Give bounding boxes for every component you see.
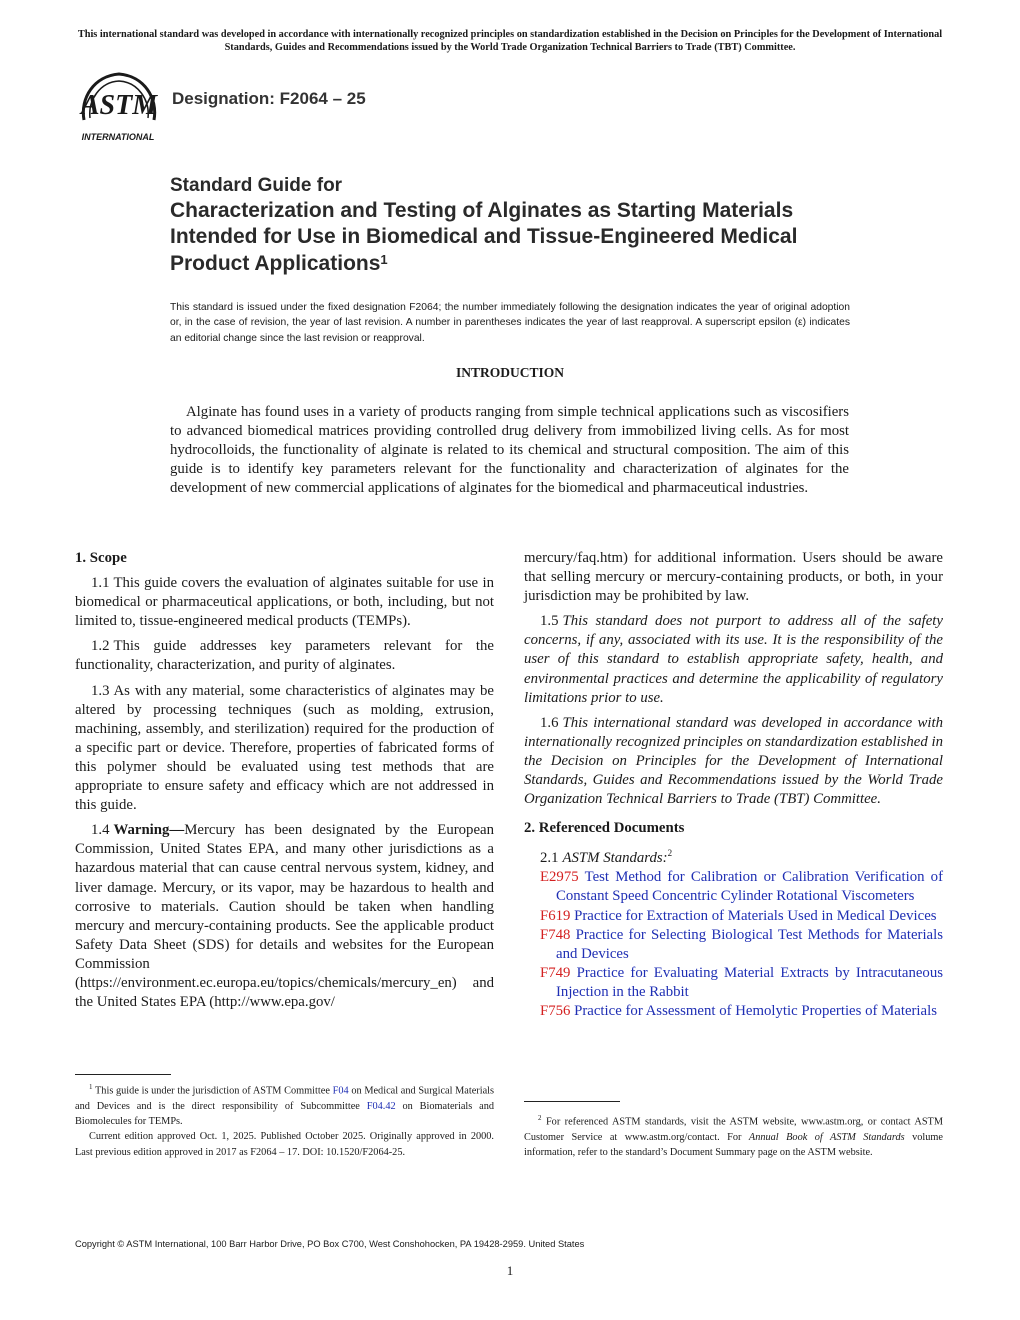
title-block bbox=[170, 174, 870, 277]
scope-para-1-6 bbox=[524, 714, 943, 809]
para-text: This guide addresses key parameters relevant for the functionality, characterization, and purity of alginates. bbox=[75, 638, 494, 674]
footnote-mark: 2 bbox=[667, 848, 673, 859]
reference-code-link[interactable]: F748 bbox=[540, 926, 571, 943]
footnote-mark: 2 bbox=[538, 1114, 542, 1122]
reference-code-link[interactable]: F619 bbox=[540, 907, 571, 924]
footnote-text: on Biomaterials and Biomolecules for TEMPs. bbox=[75, 1100, 495, 1128]
astm-logo bbox=[74, 68, 164, 146]
footnote-1 bbox=[75, 1080, 494, 1160]
footnote-text: volume information, refer to the standard’s Document Summary page on the ASTM website. bbox=[524, 1131, 943, 1159]
para-text: This standard does not purport to address all of the safety concerns, if any, associated with its use. It is the responsibility of the user of this standard to establish appropriate safety, health, and environmental practices and determine the applicability of regulatory limitations prior to use. bbox=[524, 613, 943, 706]
reference-item[interactable] bbox=[524, 1002, 943, 1021]
right-column bbox=[524, 549, 943, 1021]
astm-logo-icon bbox=[74, 68, 164, 146]
scope-para-1-3 bbox=[75, 682, 494, 816]
committee-f04-link[interactable]: F04 bbox=[332, 1085, 349, 1097]
para-number: 1.6 bbox=[540, 714, 559, 731]
page-number: 1 bbox=[506, 1263, 514, 1278]
footnote-text: on Medical and Surgical Materials and Devices and is the direct responsibility of Subcommittee bbox=[75, 1085, 495, 1112]
footnote-1-edition: Current edition approved Oct. 1, 2025. Published October 2025. Originally approved in 2000. Last previous edition approved in 2017 as F2064 – 17. DOI: 10.1520/F2064-25. bbox=[75, 1131, 494, 1158]
footnote-text: This guide is under the jurisdiction of ASTM Committee bbox=[95, 1085, 330, 1097]
footnote-divider bbox=[524, 1101, 620, 1102]
astm-standards-label: ASTM Standards: bbox=[562, 850, 668, 867]
reference-item[interactable] bbox=[524, 868, 943, 906]
introduction-text: Alginate has found uses in a variety of products ranging from simple technical applications such as viscosifiers to advanced biomedical matrices providing controlled drug delivery from immobilized living cells. As for most hydrocolloids, the functionality of alginate is related to its chemical and structural composition. The aim of this guide is to identify key parameters relevant for the functionality and characterization of alginates for the development of new commercial applications of alginates for the biomedical and pharmaceutical industries. bbox=[170, 404, 849, 496]
reference-title-link[interactable]: Practice for Evaluating Material Extracts by Intracutaneous Injection in the Rabbit bbox=[556, 964, 943, 1000]
para-number: 1.2 bbox=[91, 638, 110, 655]
footnote-2-text bbox=[524, 1111, 943, 1160]
scope-heading: 1. Scope bbox=[75, 550, 127, 566]
top-notice: This international standard was developed in accordance with internationally recognized principles on standardization established in the Decision on Principles for the Development of International Standards, Guides and Recommendations issued by the World Trade Organization Technical Barriers to Trade (TBT) Committee. bbox=[77, 29, 943, 53]
copyright: Copyright © ASTM International, 100 Barr Harbor Drive, PO Box C700, West Conshohocken, PA 19428-2959. United States bbox=[75, 1239, 585, 1249]
warning-label: Warning— bbox=[113, 822, 185, 839]
reference-item[interactable] bbox=[524, 926, 943, 964]
reference-item[interactable] bbox=[524, 964, 943, 1002]
issue-note: This standard is issued under the fixed designation F2064; the number immediately following the designation indicates the year of original adoption or, in the case of revision, the year of last revision. A number in parentheses indicates the year of last reapproval. A superscript epsilon (ε) indicates an editorial change since the last revision or reapproval. bbox=[170, 302, 850, 344]
left-column bbox=[75, 549, 494, 1018]
para-text: Mercury has been designated by the European Commission, United States EPA, and many other jurisdictions as a hazardous material that can cause central nervous system, kidney, and liver damage. Mercury, or its vapor, may be hazardous to health and corrosive to materials. Caution should be taken when handling mercury and mercury-containing products. See the applicable product Safety Data Sheet (SDS) for details and websites for the European Commission (https://environment.ec.europa.eu/topics/chemicals/mercury_en) and the United States EPA (http://www.epa.gov/ bbox=[75, 822, 494, 1011]
designation: Designation: F2064 – 25 bbox=[172, 89, 366, 108]
scope-para-1-2 bbox=[75, 637, 494, 675]
reference-code-link[interactable]: F749 bbox=[540, 964, 571, 981]
para-number: 1.4 bbox=[91, 822, 110, 839]
introduction-heading: INTRODUCTION bbox=[455, 365, 564, 380]
scope-para-1-1 bbox=[75, 574, 494, 631]
referenced-documents-heading: 2. Referenced Documents bbox=[524, 820, 685, 837]
para-number: 2.1 bbox=[540, 850, 559, 867]
scope-para-1-5 bbox=[524, 612, 943, 707]
title-main-text: Characterization and Testing of Alginates as Starting Materials Intended for Use in Biomedical and Tissue-Engineered Medical Product Applications bbox=[170, 199, 798, 275]
reference-title-link[interactable]: Test Method for Calibration or Calibration Verification of Constant Speed Concentric Cylinder Rotational Viscometers bbox=[556, 869, 944, 905]
footnote-mark: 1 bbox=[89, 1083, 93, 1091]
para-text: This guide covers the evaluation of alginates suitable for use in biomedical or pharmaceutical applications, or both, including, but not limited to, tissue-engineered medical products (TEMPs). bbox=[75, 575, 494, 630]
para-number: 1.3 bbox=[91, 682, 110, 699]
subcommittee-f04-42-link[interactable]: F04.42 bbox=[366, 1100, 396, 1112]
para-number: 1.5 bbox=[540, 613, 559, 630]
reference-item[interactable] bbox=[524, 907, 943, 926]
scope-para-1-4-continued: mercury/faq.htm) for additional information. Users should be aware that selling mercury or mercury-containing products, or both, in your jurisdiction may be prohibited by law. bbox=[524, 550, 943, 605]
title-main bbox=[170, 198, 870, 277]
reference-code-link[interactable]: F756 bbox=[540, 1002, 571, 1019]
title-footnote-mark: 1 bbox=[380, 251, 388, 267]
footnote-2 bbox=[524, 1111, 943, 1160]
reference-title-link[interactable]: Practice for Selecting Biological Test Methods for Materials and Devices bbox=[556, 926, 943, 962]
reference-title-link[interactable]: Practice for Extraction of Materials Used in Medical Devices bbox=[574, 907, 937, 924]
footnote-1-text bbox=[75, 1080, 494, 1129]
para-text: This international standard was developed in accordance with internationally recognized principles on standardization established in the Decision on Principles for the Development of International Standards, Guides and Recommendations issued by the World Trade Organization Technical Barriers to Trade (TBT) Committee. bbox=[524, 714, 943, 808]
reference-code-link[interactable]: E2975 bbox=[540, 869, 579, 886]
para-text: As with any material, some characteristics of alginates may be altered by processing techniques (such as molding, extrusion, machining, assembly, and sterilization) required for the production of a specific part or device. Therefore, properties of fabricated forms of this polymer should be evaluated using test methods that are appropriate to ensure safety and efficacy which are not addressed in this guide. bbox=[75, 682, 494, 814]
footnote-italic: Annual Book of ASTM Standards bbox=[748, 1131, 905, 1143]
title-prefix: Standard Guide for bbox=[170, 175, 343, 196]
scope-para-1-4 bbox=[75, 821, 494, 1012]
referenced-documents-list bbox=[524, 868, 943, 1021]
footnote-divider bbox=[75, 1074, 171, 1075]
logo-subtext: INTERNATIONAL bbox=[81, 132, 155, 142]
astm-standards-subheading bbox=[524, 844, 943, 868]
reference-title-link[interactable]: Practice for Assessment of Hemolytic Properties of Materials bbox=[574, 1002, 937, 1019]
logo-text: ASTM bbox=[80, 90, 158, 121]
footnote-text: For referenced ASTM standards, visit the ASTM website, www.astm.org, or contact ASTM Customer Service at www.astm.org/contact. For bbox=[524, 1116, 944, 1143]
para-number: 1.1 bbox=[91, 575, 110, 592]
